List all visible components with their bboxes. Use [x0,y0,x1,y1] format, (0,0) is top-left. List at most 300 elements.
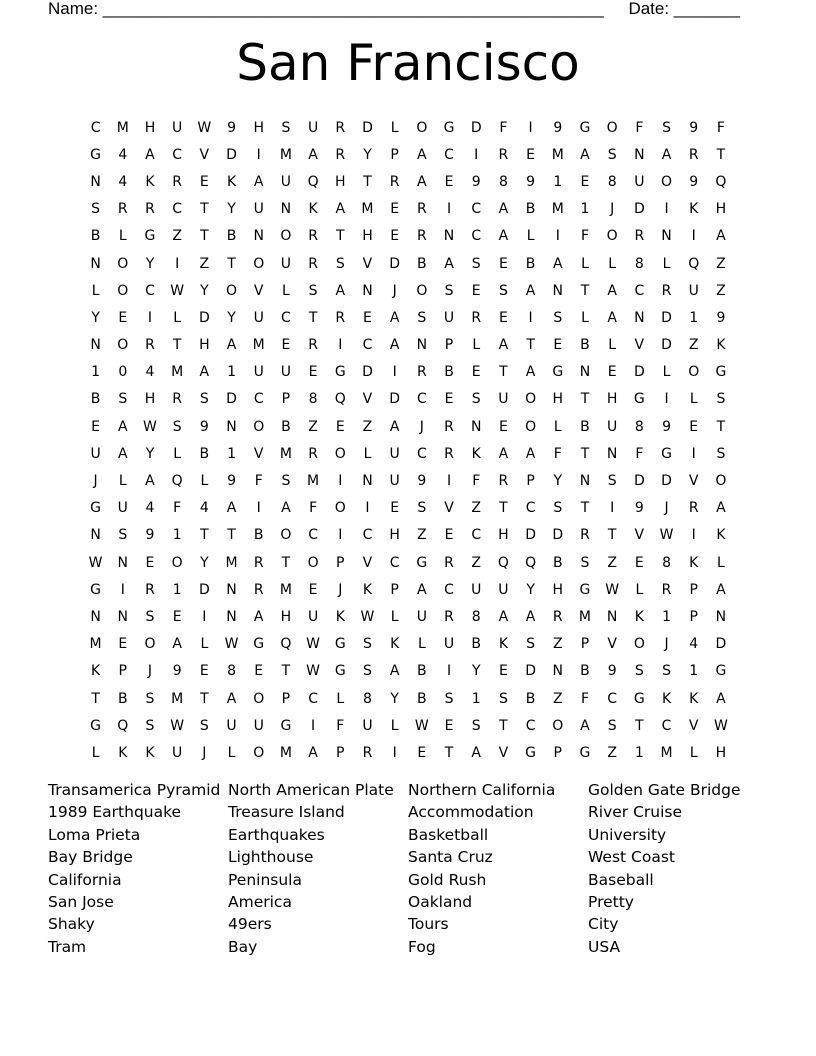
grid-letter: B [525,201,536,218]
grid-letter: M [252,337,265,354]
grid-letter: U [280,364,292,381]
grid-letter: Z [308,418,318,435]
grid-letter: W [414,717,429,734]
grid-letter: L [581,309,589,326]
grid-letter: A [471,744,481,761]
grid-letter: I [691,445,696,462]
grid-letter: B [552,554,563,571]
grid-letter: E [689,418,699,435]
grid-letter: Y [390,690,399,707]
grid-letter: L [227,744,236,761]
grid-letter: A [335,282,346,299]
grid-letter: A [607,282,617,299]
grid-letter: W [88,554,103,571]
grid-letter: M [171,364,184,381]
word-bank-item: Transamerica Pyramid [48,781,221,799]
grid-letter: H [362,228,373,245]
grid-letter: M [171,690,184,707]
grid-letter: G [144,228,156,245]
grid-letter: I [610,500,615,517]
grid-letter: K [689,690,699,707]
grid-letter: E [444,717,454,734]
grid-letter: I [365,500,370,517]
grid-letter: U [389,445,400,462]
grid-letter: Q [688,255,700,272]
grid-letter: 4 [118,146,128,163]
grid-letter: O [144,636,156,653]
grid-letter: L [581,255,589,272]
grid-letter: J [664,636,669,653]
grid-letter: M [578,608,592,625]
grid-letter: M [279,744,292,761]
word-bank-item: Northern California [408,781,556,799]
grid-letter: P [689,608,698,625]
grid-letter: C [281,309,291,326]
grid-letter: O [226,282,238,299]
grid-letter: G [90,717,102,734]
grid-letter: Y [526,581,535,598]
word-bank-item: Earthquakes [228,825,325,844]
grid-letter: E [444,527,454,544]
grid-letter: S [417,309,427,326]
grid-letter: A [498,337,509,354]
grid-letter: L [390,608,399,625]
grid-letter: K [634,608,644,625]
grid-letter: G [552,364,564,381]
grid-letter: B [417,690,427,707]
grid-letter: S [662,663,671,680]
page-title: San Francisco [236,34,580,92]
grid-letter: S [335,255,345,272]
grid-letter: I [338,527,343,544]
grid-letter: P [580,636,590,653]
grid-letter: 9 [662,418,671,435]
grid-letter: 8 [634,255,644,272]
grid-letter: H [606,391,618,408]
grid-letter: I [338,337,343,354]
grid-letter: F [635,445,644,462]
grid-letter: N [362,282,373,299]
grid-letter: H [335,173,346,190]
grid-letter: G [90,500,102,517]
grid-letter: C [362,527,373,544]
grid-letter: D [715,636,727,653]
word-bank-item: California [48,870,122,889]
grid-letter: L [717,554,725,571]
grid-letter: V [253,445,264,462]
grid-letter: A [389,309,400,326]
grid-letter: M [116,119,129,136]
grid-letter: E [634,554,644,571]
grid-letter: S [145,608,155,625]
grid-letter: O [280,527,292,544]
grid-letter: I [664,391,669,408]
grid-letter: T [200,201,209,218]
grid-letter: J [392,282,397,299]
grid-letter: A [226,337,237,354]
grid-letter: Q [280,636,292,653]
grid-letter: 8 [662,554,671,571]
word-bank-item: Bay Bridge [48,848,133,867]
grid-letter: 9 [227,473,236,490]
grid-letter: L [553,418,562,435]
grid-letter: W [360,608,375,625]
grid-letter: A [335,201,346,218]
grid-letter: L [608,337,617,354]
grid-letter: D [552,527,564,544]
grid-letter: B [117,690,128,707]
grid-letter: L [390,717,399,734]
grid-letter: G [579,581,591,598]
grid-letter: V [444,500,454,517]
grid-letter: G [715,663,727,680]
grid-letter: S [417,500,427,517]
grid-letter: R [335,119,346,136]
grid-letter: T [281,554,291,571]
grid-letter: T [336,228,345,245]
grid-letter: G [334,663,346,680]
grid-letter: S [553,500,563,517]
grid-letter: E [118,309,128,326]
grid-letter: T [635,717,644,734]
grid-letter: V [634,337,645,354]
grid-letter: B [471,636,482,653]
grid-letter: A [417,146,427,163]
grid-letter: J [93,473,98,490]
grid-letter: A [716,228,726,245]
grid-letter: O [171,554,183,571]
grid-letter: R [634,228,645,245]
grid-letter: W [713,717,728,734]
grid-letter: F [553,445,562,462]
grid-letter: W [197,119,212,136]
grid-letter: R [335,309,346,326]
grid-letter: F [635,119,644,136]
grid-letter: T [281,663,291,680]
word-bank-item: Shaky [48,915,95,934]
grid-letter: S [444,282,454,299]
grid-letter: H [144,119,156,136]
grid-letter: S [145,690,155,707]
grid-letter: B [580,418,590,435]
grid-letter: I [392,744,397,761]
grid-letter: N [90,608,101,625]
grid-letter: N [606,445,618,462]
grid-letter: S [634,663,644,680]
grid-letter: N [226,608,237,625]
grid-letter: L [91,282,100,299]
grid-letter: R [416,228,427,245]
grid-letter: D [661,337,672,354]
grid-letter: R [253,581,264,598]
grid-letter: R [552,608,563,625]
grid-letter: N [362,473,373,490]
grid-letter: P [118,663,127,680]
grid-letter: U [443,309,455,326]
grid-letter: A [661,146,672,163]
grid-letter: G [579,119,591,136]
grid-letter: R [172,173,183,190]
grid-letter: N [552,663,564,680]
grid-letter: A [607,309,617,326]
grid-letter: C [308,527,318,544]
grid-letter: E [444,173,454,190]
grid-letter: N [226,581,237,598]
grid-letter: D [198,309,210,326]
grid-letter: D [362,119,373,136]
grid-letter: N [552,282,564,299]
grid-letter: Z [199,255,210,272]
grid-letter: Y [363,146,372,163]
grid-letter: D [525,527,536,544]
grid-letter: G [416,554,428,571]
grid-letter: G [633,690,645,707]
grid-letter: T [607,527,617,544]
grid-letter: G [443,119,455,136]
grid-letter: R [416,364,427,381]
grid-letter: O [253,255,265,272]
grid-letter: 8 [634,418,644,435]
grid-letter: A [389,337,400,354]
grid-letter: U [607,418,618,435]
grid-letter: U [307,119,319,136]
grid-letter: 4 [689,636,699,653]
grid-letter: M [279,445,292,462]
grid-letter: M [551,201,564,218]
grid-letter: V [688,717,699,734]
grid-letter: I [664,201,669,218]
grid-letter: 9 [689,173,699,190]
grid-letter: D [633,473,645,490]
grid-letter: B [90,228,101,245]
grid-letter: E [308,364,318,381]
grid-letter: P [390,581,399,598]
grid-letter: Y [227,201,236,218]
grid-letter: S [607,146,617,163]
grid-letter: P [336,744,345,761]
word-bank-item: USA [588,937,621,956]
grid-letter: W [306,636,321,653]
grid-letter: A [498,228,509,245]
grid-letter: I [392,364,397,381]
grid-letter: U [688,282,699,299]
grid-letter: L [118,228,127,245]
grid-letter: D [633,201,645,218]
grid-letter: T [499,364,508,381]
grid-letter: O [688,364,700,381]
grid-letter: T [363,173,372,190]
grid-letter: W [605,581,620,598]
grid-letter: A [117,418,128,435]
grid-letter: G [525,744,537,761]
grid-letter: Q [497,554,509,571]
word-bank-item: San Jose [48,892,114,911]
grid-letter: N [226,418,237,435]
grid-letter: 9 [417,473,427,490]
word-bank-item: Oakland [408,892,473,911]
grid-letter: F [499,119,508,136]
grid-letter: C [444,581,454,598]
grid-letter: E [91,418,101,435]
grid-letter: N [715,608,727,625]
grid-letter: K [390,636,400,653]
grid-letter: A [525,608,536,625]
grid-letter: O [525,418,537,435]
grid-letter: Y [200,554,209,571]
grid-letter: K [471,445,481,462]
grid-letter: L [689,391,698,408]
grid-letter: E [335,418,345,435]
grid-letter: I [338,473,343,490]
grid-letter: D [633,364,645,381]
grid-letter: O [253,744,265,761]
grid-letter: N [634,146,645,163]
grid-letter: N [280,201,292,218]
grid-letter: 9 [526,173,536,190]
grid-letter: Y [471,663,481,680]
word-bank [48,779,768,958]
grid-letter: W [170,282,185,299]
grid-letter: 4 [199,500,209,517]
grid-letter: A [253,608,264,625]
grid-letter: G [90,581,102,598]
grid-letter: S [607,717,617,734]
grid-letter: V [362,391,373,408]
grid-letter: E [471,282,481,299]
grid-letter: D [661,309,672,326]
grid-letter: R [416,201,427,218]
grid-letter: I [202,608,207,625]
grid-letter: Z [471,500,482,517]
grid-letter: H [144,391,156,408]
grid-letter: R [308,445,318,462]
grid-letter: O [253,418,265,435]
grid-letter: R [580,527,590,544]
word-bank-item: Pretty [588,892,634,911]
grid-letter: Z [688,337,699,354]
grid-letter: C [471,201,482,218]
grid-letter: W [224,636,239,653]
grid-letter: I [691,527,696,544]
grid-letter: I [256,146,261,163]
grid-letter: T [580,391,590,408]
word-bank-item: University [588,825,667,844]
word-bank-item: 49ers [228,915,272,934]
grid-letter: E [390,228,400,245]
grid-letter: I [691,228,696,245]
grid-letter: T [200,228,209,245]
word-bank-item: Tram [48,937,87,956]
grid-letter: C [145,282,155,299]
grid-letter: N [90,337,101,354]
word-bank-item: Peninsula [228,870,302,889]
grid-letter: L [336,690,345,707]
grid-letter: N [253,228,264,245]
grid-letter: K [716,337,726,354]
grid-letter: R [253,554,264,571]
grid-letter: E [363,309,372,326]
grid-letter: S [580,554,590,571]
grid-letter: I [256,500,261,517]
grid-letter: A [552,255,563,272]
grid-letter: R [444,445,454,462]
grid-letter: C [525,500,536,517]
grid-letter: E [471,364,481,381]
grid-letter: L [91,744,100,761]
grid-letter: M [660,744,673,761]
grid-letter: 8 [227,663,236,680]
grid-letter: J [610,201,615,218]
grid-letter: Z [716,255,726,272]
grid-letter: H [552,581,564,598]
grid-letter: U [117,500,128,517]
grid-letter: C [172,201,183,218]
grid-letter: U [389,473,400,490]
grid-letter: C [525,717,536,734]
grid-letter: E [199,173,209,190]
grid-letter: S [172,418,182,435]
grid-letter: P [281,690,291,707]
word-bank-item: West Coast [588,848,675,867]
grid-letter: 1 [634,744,644,761]
grid-letter: S [471,391,481,408]
grid-letter: N [606,608,618,625]
grid-letter: E [498,255,508,272]
word-bank-item: Gold Rush [408,870,487,889]
grid-letter: A [498,445,509,462]
grid-letter: Q [334,391,346,408]
grid-letter: E [498,418,508,435]
grid-letter: F [173,500,182,517]
grid-letter: D [198,581,210,598]
grid-letter: C [308,690,318,707]
grid-letter: S [553,309,563,326]
grid-letter: O [633,636,645,653]
grid-letter: T [227,255,236,272]
grid-letter: N [661,228,672,245]
grid-letter: E [498,309,508,326]
grid-letter: S [118,527,128,544]
grid-letter: J [147,663,153,680]
grid-letter: R [145,201,155,218]
grid-letter: T [716,146,726,163]
date-field-label: Date: _______ [628,0,740,18]
grid-letter: A [226,500,237,517]
grid-letter: E [308,581,318,598]
grid-letter: S [607,473,617,490]
grid-letter: E [607,364,617,381]
grid-letter: 4 [145,364,155,381]
grid-letter: 9 [607,663,617,680]
grid-letter: Z [607,554,617,571]
grid-letter: H [280,608,292,625]
grid-letter: U [634,173,645,190]
grid-letter: R [444,418,454,435]
grid-letter: A [525,445,536,462]
grid-letter: G [715,364,727,381]
grid-letter: 1 [227,445,236,462]
grid-letter: 8 [607,173,617,190]
grid-letter: A [525,364,536,381]
grid-letter: P [444,337,454,354]
grid-letter: L [526,228,535,245]
grid-letter: N [90,255,101,272]
grid-letter: M [89,636,102,653]
grid-letter: U [172,744,183,761]
word-bank-item: Golden Gate Bridge [588,781,741,799]
grid-letter: R [661,581,672,598]
grid-letter: 9 [689,119,699,136]
